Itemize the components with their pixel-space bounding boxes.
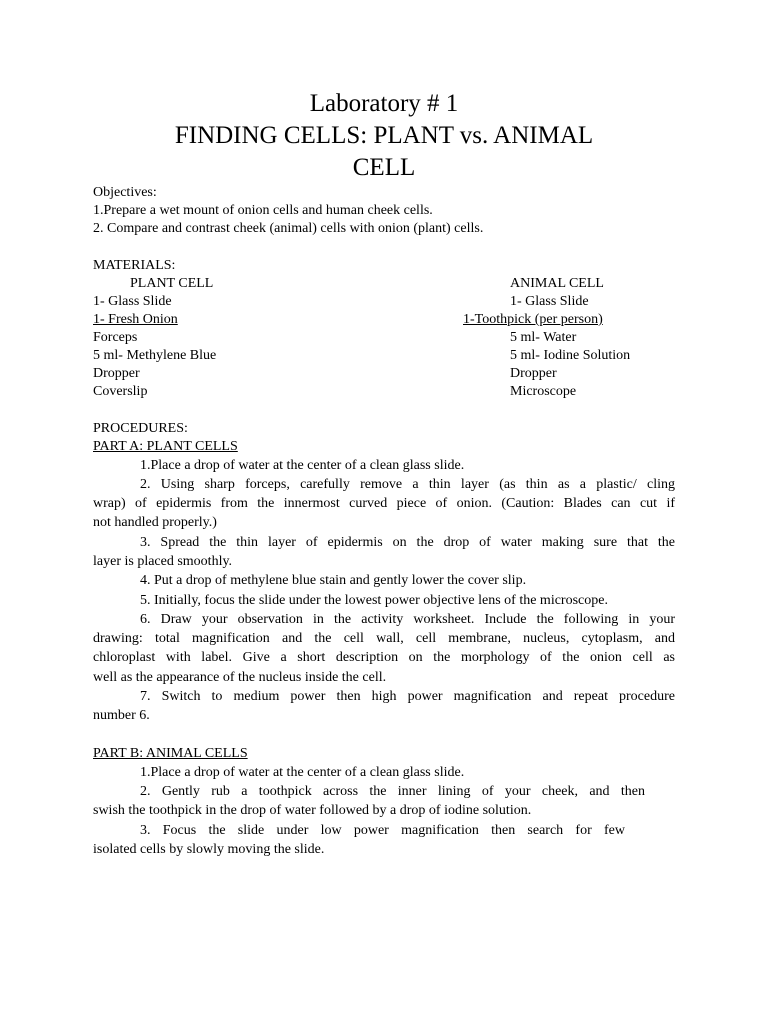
procedure-line: number 6. [93, 708, 150, 723]
procedure-line: 2. Using sharp forceps, carefully remove a thin layer (as thin as a plastic/ cling [140, 477, 675, 492]
animal-cell-heading: ANIMAL CELL [510, 276, 604, 291]
procedure-line: chloroplast with label. Give a short description on the morphology of the onion cell as [93, 650, 675, 665]
plant-material-item: Dropper [93, 366, 140, 381]
procedure-line: isolated cells by slowly moving the slide. [93, 842, 325, 857]
animal-material-item: Microscope [510, 384, 577, 399]
animal-material-item: 5 ml- Water [510, 330, 577, 345]
procedure-line: 4. Put a drop of methylene blue stain and gently lower the cover slip. [140, 573, 527, 588]
procedure-line: 1.Place a drop of water at the center of a clean glass slide. [140, 765, 465, 780]
animal-material-item: Dropper [510, 366, 557, 381]
procedure-line: 2. Gently rub a toothpick across the inner lining of your cheek, and then [140, 784, 645, 799]
procedure-line: drawing: total magnification and the cell wall, cell membrane, nucleus, cytoplasm, and [93, 631, 675, 646]
plant-cell-heading: PLANT CELL [130, 276, 214, 291]
procedures-heading: PROCEDURES: [93, 421, 188, 436]
objective-item: 1.Prepare a wet mount of onion cells and human cheek cells. [93, 203, 433, 218]
part-b-heading: PART B: ANIMAL CELLS [93, 746, 248, 761]
procedure-line: 3. Spread the thin layer of epidermis on the drop of water making sure that the [140, 535, 675, 550]
animal-material-item: 1-Toothpick (per person) [463, 312, 603, 327]
procedure-line: 6. Draw your observation in the activity worksheet. Include the following in your [140, 612, 675, 627]
procedure-line: layer is placed smoothly. [93, 554, 233, 569]
animal-material-item: 1- Glass Slide [510, 294, 589, 309]
procedure-line: swish the toothpick in the drop of water followed by a drop of iodine solution. [93, 803, 532, 818]
procedure-line: wrap) of epidermis from the innermost curved piece of onion. (Caution: Blades can cut if [93, 496, 675, 511]
animal-material-item: 5 ml- Iodine Solution [510, 348, 631, 363]
page-title-line-1: FINDING CELLS: PLANT vs. ANIMAL [174, 122, 594, 149]
procedure-line: 5. Initially, focus the slide under the lowest power objective lens of the microscope. [140, 593, 608, 608]
plant-material-item: 5 ml- Methylene Blue [93, 348, 217, 363]
plant-material-item: 1- Fresh Onion [93, 312, 178, 327]
procedure-line: 3. Focus the slide under low power magnification then search for few [140, 823, 625, 838]
materials-heading: MATERIALS: [93, 258, 176, 273]
plant-material-item: 1- Glass Slide [93, 294, 172, 309]
objective-item: 2. Compare and contrast cheek (animal) cells with onion (plant) cells. [93, 221, 484, 236]
part-a-heading: PART A: PLANT CELLS [93, 439, 238, 454]
procedure-line: 1.Place a drop of water at the center of a clean glass slide. [140, 458, 465, 473]
procedure-line: not handled properly.) [93, 515, 217, 530]
lab-number: Laboratory # 1 [309, 90, 459, 117]
procedure-line: 7. Switch to medium power then high power magnification and repeat procedure [140, 689, 675, 704]
plant-material-item: Forceps [93, 330, 138, 345]
page-title-line-2: CELL [352, 154, 416, 181]
plant-material-item: Coverslip [93, 384, 148, 399]
procedure-line: well as the appearance of the nucleus inside the cell. [93, 670, 387, 685]
objectives-heading: Objectives: [93, 185, 157, 200]
